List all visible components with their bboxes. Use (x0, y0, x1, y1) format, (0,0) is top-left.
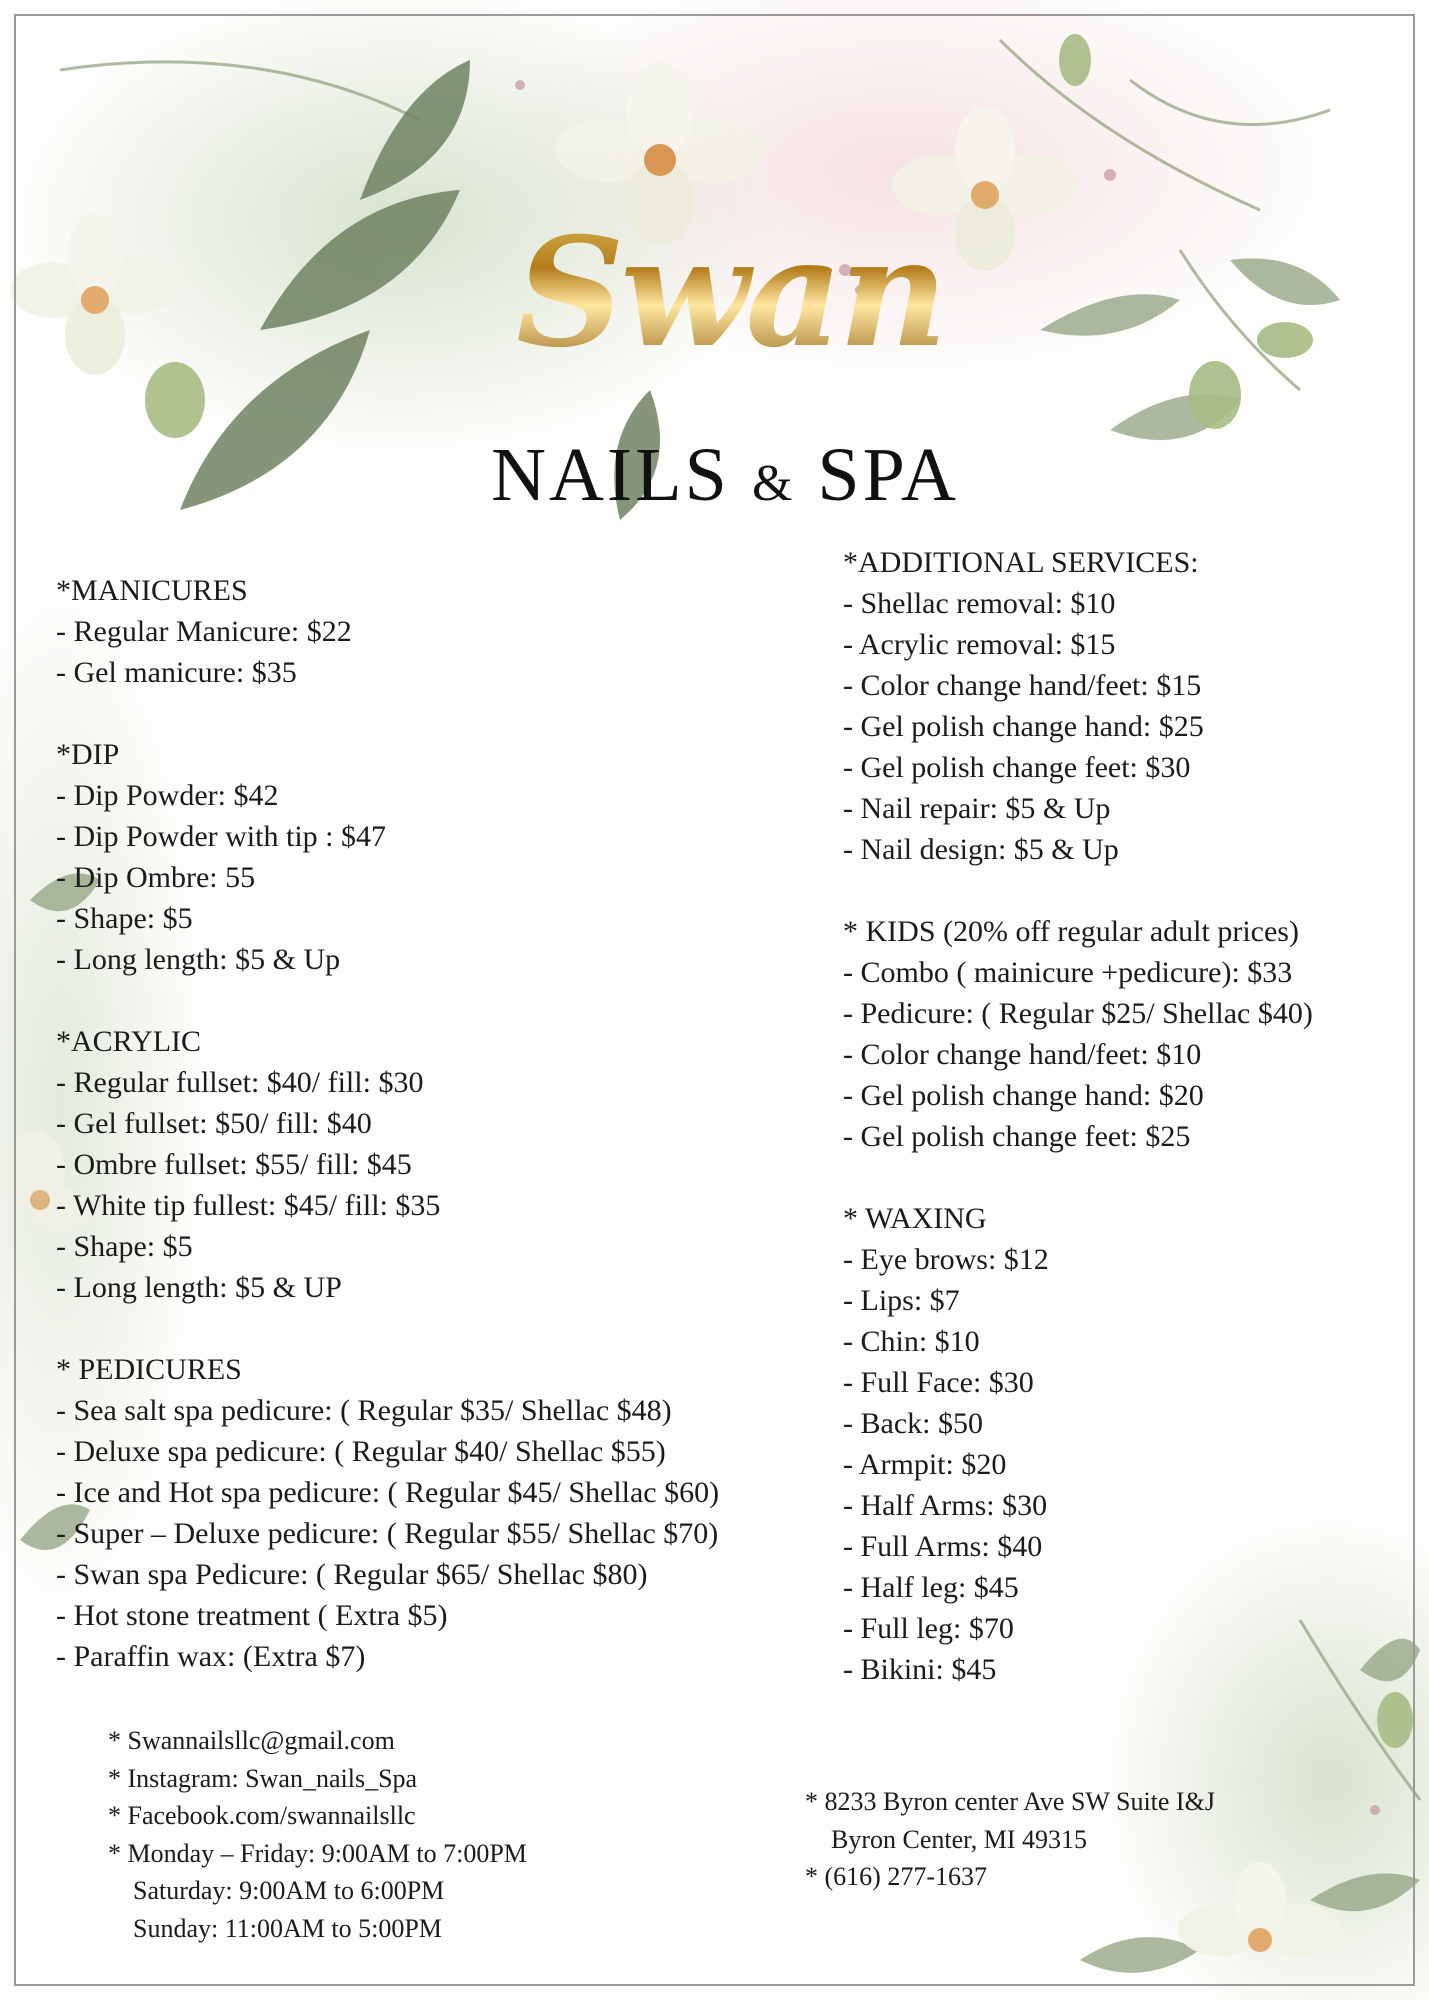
service-item: - Gel polish change feet: $30 (843, 751, 1191, 784)
service-item: - Shellac removal: $10 (843, 587, 1116, 620)
service-item: - Sea salt spa pedicure: ( Regular $35/ Shellac $48) (56, 1394, 672, 1427)
service-item: - Gel fullset: $50/ fill: $40 (56, 1107, 372, 1140)
service-item: - Paraffin wax: (Extra $7) (56, 1640, 366, 1673)
service-item: - Long length: $5 & Up (56, 943, 341, 976)
service-item: - Bikini: $45 (843, 1653, 997, 1686)
service-item: - Swan spa Pedicure: ( Regular $65/ Shellac $80) (56, 1558, 648, 1591)
service-item: - Dip Powder: $42 (56, 779, 279, 812)
contact-email: * Swannailsllc@gmail.com (108, 1726, 395, 1755)
section-title: * WAXING (843, 1202, 987, 1235)
brand-name (420, 430, 1030, 529)
section-kids (843, 911, 1403, 1157)
section-additional-services (843, 542, 1403, 870)
section-title: *ACRYLIC (56, 1025, 202, 1058)
service-item: - Full leg: $70 (843, 1612, 1014, 1645)
service-item: - Pedicure: ( Regular $25/ Shellac $40) (843, 997, 1313, 1030)
service-item: - Regular fullset: $40/ fill: $30 (56, 1066, 424, 1099)
contact-instagram: * Instagram: Swan_nails_Spa (108, 1763, 418, 1793)
hours-saturday: Saturday: 9:00AM to 6:00PM (133, 1876, 445, 1905)
service-item: - Eye brows: $12 (843, 1243, 1049, 1276)
section-pedicures (56, 1349, 846, 1677)
service-item: - Deluxe spa pedicure: ( Regular $40/ Shellac $55) (56, 1435, 666, 1468)
service-item: - Gel polish change hand: $25 (843, 710, 1204, 743)
service-item: - Super – Deluxe pedicure: ( Regular $55/ Shellac $70) (56, 1517, 719, 1550)
phone-number: * (616) 277-1637 (805, 1862, 987, 1891)
brand-name-ampersand: & (751, 455, 796, 512)
service-item: - Chin: $10 (843, 1325, 980, 1358)
contact-facebook: * Facebook.com/swannailsllc (108, 1801, 416, 1830)
service-item: - Full Arms: $40 (843, 1530, 1043, 1563)
section-title: *DIP (56, 738, 120, 771)
service-item: - Acrylic removal: $15 (843, 628, 1116, 661)
brand-logo (480, 168, 980, 418)
services-right-column (843, 542, 1403, 1731)
brand-logo-word: Swan (480, 168, 980, 418)
service-item: - Gel polish change hand: $20 (843, 1079, 1204, 1112)
service-item: - Nail repair: $5 & Up (843, 792, 1111, 825)
brand-name-part1: NAILS (491, 433, 730, 517)
address-city: Byron Center, MI 49315 (831, 1824, 1088, 1854)
service-item: - Ombre fullset: $55/ fill: $45 (56, 1148, 412, 1181)
service-item: - Full Face: $30 (843, 1366, 1034, 1399)
service-item: - Nail design: $5 & Up (843, 833, 1119, 866)
address-info (805, 1783, 1345, 1896)
service-item: - Color change hand/feet: $10 (843, 1038, 1202, 1071)
section-title: *ADDITIONAL SERVICES: (843, 546, 1199, 579)
service-item: - Shape: $5 (56, 1230, 193, 1263)
section-title: *MANICURES (56, 574, 248, 607)
section-dip (56, 734, 846, 980)
service-item: - Color change hand/feet: $15 (843, 669, 1202, 702)
service-item: - Regular Manicure: $22 (56, 615, 352, 648)
service-item: - Shape: $5 (56, 902, 193, 935)
section-title: * KIDS (20% off regular adult prices) (843, 915, 1299, 948)
service-item: - Gel manicure: $35 (56, 656, 297, 689)
service-item: - Half leg: $45 (843, 1571, 1019, 1604)
service-item: - Dip Ombre: 55 (56, 861, 256, 894)
service-item: - Back: $50 (843, 1407, 983, 1440)
hours-weekday: * Monday – Friday: 9:00AM to 7:00PM (108, 1838, 527, 1868)
contact-info (108, 1722, 808, 1947)
brand-name-part2: SPA (817, 433, 959, 517)
section-waxing (843, 1198, 1403, 1690)
service-item: - Armpit: $20 (843, 1448, 1007, 1481)
services-left-column (56, 570, 846, 1718)
service-item: - Ice and Hot spa pedicure: ( Regular $45/ Shellac $60) (56, 1476, 720, 1509)
section-acrylic (56, 1021, 846, 1308)
service-item: - Half Arms: $30 (843, 1489, 1048, 1522)
hours-sunday: Sunday: 11:00AM to 5:00PM (133, 1913, 442, 1943)
address-street: * 8233 Byron center Ave SW Suite I&J (805, 1787, 1215, 1816)
service-item: - Gel polish change feet: $25 (843, 1120, 1191, 1153)
service-item: - Dip Powder with tip : $47 (56, 820, 386, 853)
service-item: - Lips: $7 (843, 1284, 960, 1317)
section-manicures (56, 570, 846, 693)
service-item: - Combo ( mainicure +pedicure): $33 (843, 956, 1293, 989)
service-item: - Long length: $5 & UP (56, 1271, 342, 1304)
service-item: - Hot stone treatment ( Extra $5) (56, 1599, 448, 1632)
service-item: - White tip fullest: $45/ fill: $35 (56, 1189, 441, 1222)
section-title: * PEDICURES (56, 1353, 242, 1386)
